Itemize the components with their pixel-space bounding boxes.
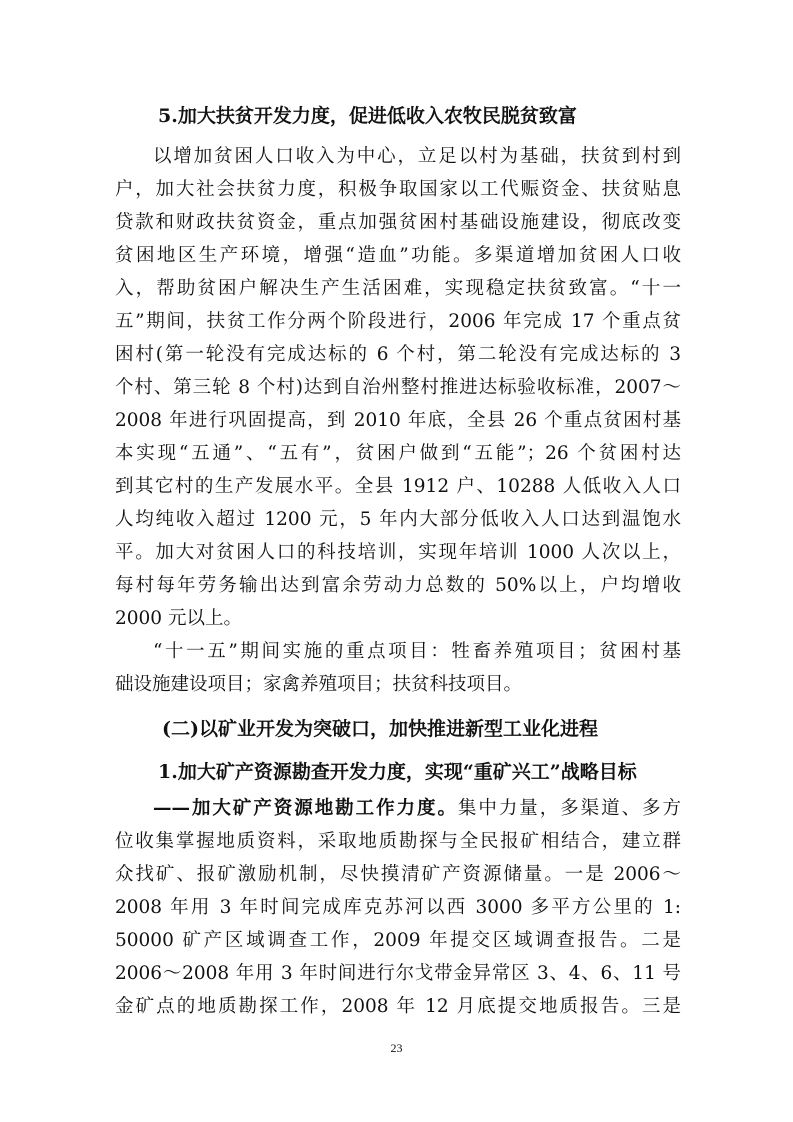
page-number: 23	[390, 1041, 403, 1055]
paragraph-line: 本实现“五通”、“五有”，贫困户做到“五能”；26 个贫困村达	[115, 443, 681, 464]
paragraph-line: 每村每年劳务输出达到富余劳动力总数的 50%以上，户均增收	[115, 575, 681, 596]
heading-mineral-exploration: 1.加大矿产资源勘查开发力度，实现“重矿兴工”战略目标	[158, 761, 637, 783]
heading-poverty-alleviation: 5.加大扶贫开发力度，促进低收入农牧民脱贫致富	[158, 105, 577, 127]
paragraph-line: 2000 元以上。	[115, 608, 242, 629]
paragraph-line: 以增加贫困人口收入为中心，立足以村为基础，扶贫到村到	[153, 146, 681, 167]
paragraph-line: 2006～2008 年用 3 年时间进行尔戈带金异常区 3、4、6、11 号	[115, 963, 681, 984]
paragraph-line: 户，加大社会扶贫力度，积极争取国家以工代赈资金、扶贫贴息	[115, 179, 681, 200]
paragraph-line: 平。加大对贫困人口的科技培训，实现年培训 1000 人次以上，	[115, 542, 681, 563]
paragraph-line: 50000 矿产区域调查工作，2009 年提交区域调查报告。二是	[115, 930, 681, 951]
paragraph-lead-bold: ——加大矿产资源地勘工作力度。	[153, 798, 458, 819]
paragraph-line: 2008 年用 3 年时间完成库克苏河以西 3000 多平方公里的 1:	[115, 897, 681, 918]
section-heading-mining: (二)以矿业开发为突破口，加快推进新型工业化进程	[162, 718, 598, 740]
paragraph-line	[153, 796, 681, 822]
paragraph-line: 众找矿、报矿激励机制，尽快摸清矿产资源储量。一是 2006～	[115, 864, 681, 885]
paragraph-line: 到其它村的生产发展水平。全县 1912 户、10288 人低收入人口	[115, 476, 681, 497]
paragraph-lead-rest: 集中力量，多渠道、多方	[457, 798, 681, 819]
paragraph-line: 位收集掌握地质资料，采取地质勘探与全民报矿相结合，建立群	[115, 831, 681, 852]
paragraph-line: 金矿点的地质勘探工作，2008 年 12 月底提交地质报告。三是	[115, 996, 681, 1017]
paragraph-line: “十一五”期间实施的重点项目：牲畜养殖项目；贫困村基	[153, 641, 681, 662]
paragraph-line: 人均纯收入超过 1200 元，5 年内大部分低收入人口达到温饱水	[115, 509, 681, 530]
paragraph-line: 个村、第三轮 8 个村)达到自治州整村推进达标验收标准，2007～	[115, 377, 681, 398]
paragraph-line: 五”期间，扶贫工作分两个阶段进行，2006 年完成 17 个重点贫	[115, 311, 681, 332]
paragraph-line: 础设施建设项目；家禽养殖项目；扶贫科技项目。	[115, 674, 523, 695]
paragraph-line: 贷款和财政扶贫资金，重点加强贫困村基础设施建设，彻底改变	[115, 212, 681, 233]
paragraph-line: 2008 年进行巩固提高，到 2010 年底，全县 26 个重点贫困村基	[115, 410, 681, 431]
paragraph-line: 贫困地区生产环境，增强“造血”功能。多渠道增加贫困人口收	[115, 245, 681, 266]
paragraph-line: 入，帮助贫困户解决生产生活困难，实现稳定扶贫致富。“十一	[115, 278, 681, 299]
paragraph-line: 困村(第一轮没有完成达标的 6 个村，第二轮没有完成达标的 3	[115, 344, 681, 365]
